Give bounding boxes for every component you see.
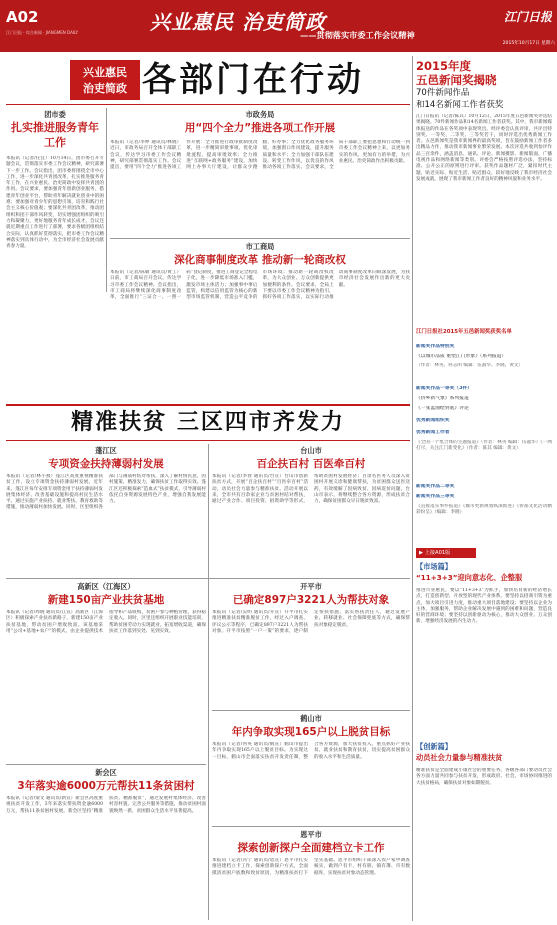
d-kicker: 鹤山市: [300, 714, 322, 723]
right-sub-title: “11+3+3”迎向意志化、企整服: [416, 573, 523, 582]
g-body: 本报讯（记者/冯宁 通讯员/恩宣）恩平市扎实推进建档立卡工作，探索创新探户方式，全面摸清贫困户底数和致贫原因，为精准扶贫打下坚实基础。恩平市组织干部深入农户家中调查核实，做到户有卡、村有册、镇有簿、市有数据库，实现扶贫对象动态管理。: [212, 858, 410, 876]
section2-rule-top: [6, 404, 410, 406]
d-body: 本报讯（记者/何英 通讯员/鹤宣）鹤山市提出年内争取实现165户以上脱贫目标。为实现这一目标，鹤山市全面落实扶贫开发责任制，整合各方资源，加大扶贫投入，重点抓好产业扶贫、就业扶贫和教育扶贫，切实提高贫困群众的收入水平和生活质量。: [212, 742, 410, 760]
award-item: 优秀新闻工作者: [416, 430, 450, 435]
col-divider-1: [106, 108, 107, 292]
section2-rule-bottom: [6, 440, 410, 441]
masthead-slogan: 兴业惠民 治吏简政: [150, 10, 326, 32]
page-number: A02: [6, 8, 39, 26]
right-sub2-kicker: 【创新篇】: [416, 742, 452, 751]
a-title: 专项资金扶持薄弱村发展: [48, 458, 164, 470]
paper-logo: 江门日报: [503, 10, 552, 24]
e-title: 新建150亩产业扶贫基地: [47, 594, 165, 606]
right-year: 2015年度: [416, 59, 472, 72]
g-title: 探索创新探户全面建档立卡工作: [237, 842, 385, 854]
award-item: 新闻奖作品特别奖: [416, 344, 455, 349]
mid-divider: [110, 238, 410, 239]
mid2-kicker: 市工商局: [245, 242, 275, 251]
s2-divider-h1: [6, 578, 410, 579]
award-item: 新闻奖作品三等奖: [416, 494, 455, 499]
left-body: 本报讯（记者/任宜）10月14日，团市委召开专题会议，贯彻落实市委工作会议精神，研究部署下一步工作。会议指出，团市委将围绕全市中心工作，进一步深化共青团改革，扎实推进服务青年工作，在兴业惠民、治吏简政中发挥共青团的作用。会议要求，要加强青年创新创业服务，搭建青年创业平台，帮助青年解决就业创业中的困难；要加强对青少年的思想引领，培育和践行社会主义核心价值观；要深化共青团改革，推动团组织和团干部作风转变，切实增强团组织的吸引力和凝聚力，更好地服务青年成长成才。会议还就近期重点工作进行了部署，要求各级团组织结合实际，认真抓好贯彻落实，把市委工作会议精神落实到具体行动中，为全市经济社会发展贡献青春力量。: [6, 156, 104, 250]
b-title: 百企扶百村 百医牵百村: [256, 458, 366, 470]
right-sub2-body: 精准扶贫是全面建成小康社会的重要任务。各级各部门要动员社会各方面力量共同参与扶贫开发，形成政府、社会、市场协同推进的大扶贫格局，确保扶贫对象如期脱贫。: [416, 768, 552, 786]
right-headline-1: 五邑新闻奖揭晓: [416, 73, 497, 86]
right-sub-kicker: 【市场篇】: [416, 562, 452, 571]
right-sub-body: 推进兴业惠民，要以“11+3+3”为抓手，加快培育新的经济增长点，打造创新型、开放型的现代产业体系。要坚持以招商引资为重点，加大项目引进力度，推动重大项目落地建设；要坚持以企业为主体，加强服务，帮助企业解决发展中遇到的困难和问题，营造良好的营商环境；要坚持以创新驱动为核心，推动大众创业、万众创新，增强经济发展的内生动力。: [416, 588, 552, 625]
masthead-subtitle: ——贯彻落实市委工作会议精神: [300, 30, 415, 40]
f-kicker: 新会区: [95, 768, 117, 777]
lead-title: 各部门在行动: [142, 60, 364, 100]
award-item: 新闻奖作品二等奖: [416, 484, 455, 489]
award-list: 新闻奖作品特别奖 《以城市品质 重塑江门形象》（系列报道） （作者：林英、何志明 编辑：伍淑华、李晓、黄文） 新闻奖作品一等奖（3件） 《侨乡新气象》系列报道 《一张蓝图绘到底》评论 优秀新闻组织奖 优秀新闻工作者 《全国一个集合体的主题报道》（作者：林英 编辑：伍淑华）《一网打尽，关注江门新变化》（作者：陈其 编辑：黄文） 新闻奖作品二等奖 新闻奖作品三等奖 《直接落实事件报道》《城市更新规划纵深推进》《侨都文化活动精彩纷呈》（编辑：李晓）: [416, 344, 552, 516]
notice-arrow-icon: ▶: [419, 550, 425, 556]
award-list-title: 江门日报社2015年五邑新闻奖获奖名单: [416, 329, 512, 335]
mid-kicker: 市政务局: [245, 110, 275, 119]
a-body: 本报讯（记者/林小燕）蓬江区高度重视精准扶贫工作，设立专项资金扶持薄弱村发展。近年来，蓬江区每年安排专项资金用于扶持薄弱村发展集体经济、改善基础设施和提高村民生活水平。通过实施产业扶持、就业帮扶、教育救助等措施，推动薄弱村加快发展。同时，区里组织各部门与薄弱村结对帮扶，深入了解村情民意，因村施策，精准发力，确保扶贫工作取得实效。蓬江区还积极探索“造血式”扶贫模式，引导薄弱村依托自身资源发展特色产业，增强自我发展能力。: [6, 474, 206, 511]
mid-title: 用“四个全力”推进各项工作开展: [184, 122, 336, 134]
right-headline-2: 70件新闻作品: [416, 88, 470, 98]
date-line: 2015年10月17日 星期六: [502, 41, 555, 46]
right-sub2-title: 动员社会力量参与精准扶贫: [416, 753, 503, 762]
b-kicker: 台山市: [300, 446, 322, 455]
a-kicker: 蓬江区: [95, 446, 117, 455]
c-body: 本报讯（记者/吴明 通讯员/开宣）开平市扎实推进精准扶贫精准脱贫工作，经过入户调查、评议公示等程序，已确定897户3221人为帮扶对象。开平市按照“一户一策”的要求，逐户制定帮扶措施，落实帮扶责任人，通过发展产业、转移就业、社会保障兜底等方式，确保帮扶对象稳定脱贫。: [212, 610, 410, 634]
award-item: 新闻奖作品一等奖（3件）: [416, 386, 473, 391]
e-body: 本报讯（记者/周晓 通讯员/江宣）高新区（江海区）积极探索产业扶贫新路子，新建150亩产业扶贫基地，带动贫困户增收致富。该基地采用“公司+基地+农户”的模式，由企业提供技术指导和产品收购，贫困户参与种植管理，获得稳定收入。同时，区里还组织开展职业技能培训，帮助贫困劳动力实现就业，拓宽增收渠道，确保扶贫工作落到实处、见到实效。: [6, 610, 206, 634]
left-title: 扎实推进服务青年工作: [11, 121, 99, 149]
right-headline-3: 和14名新闻工作者获奖: [416, 100, 504, 110]
g-kicker: 恩平市: [300, 830, 322, 839]
lead-rule: [6, 104, 410, 105]
s2-divider-h3: [6, 764, 206, 765]
f-body: 本报讯（记者/梁文 通讯员/新宣）新会区高度重视扶贫开发工作，3年来落实帮扶资金逾6000万元，帮扶11条贫困村发展。新会区坚持“精准扶贫、精准脱贫”，通过发展村集体经济、改善村容村貌、完善公共服务等措施，推动贫困村面貌焕然一新，贫困群众生活水平显著提高。: [6, 796, 206, 814]
masthead: [0, 0, 557, 52]
award-item: 《以城市品质 重塑江门形象》（系列报道）: [416, 354, 507, 359]
s2-divider-v: [208, 444, 209, 920]
right-body: 江门日报讯（记者/陈其）10月12日，2015年度五邑新闻奖评选结果揭晓。70件新闻作品和14名新闻工作者获奖。其中，我市新闻媒体报送的作品在各奖项中表现突出。经评委会认真评审，共评出特别奖、一等奖、二等奖、三等奖若干，同时评选出优秀新闻工作者。五邑新闻奖是我市新闻界的最高奖项，旨在鼓励新闻工作者多出精品力作，推动我市新闻事业繁荣发展。本次评选共收到参评作品三百余件，涵盖消息、通讯、评论、新闻摄影、新闻版面、广播电视作品和网络新闻等类别。评委会严格按照评选办法，坚持标准、公开公正的原则进行评审。获奖作品题材广泛，紧扣时代主题，贴近实际、贴近生活、贴近群众，较好地反映了我市经济社会发展成就，展现了我市新闻工作者良好的精神风貌和业务水平。: [416, 114, 552, 182]
c-title: 已确定897户3221人为帮扶对象: [232, 594, 390, 606]
section2-headline: 精准扶贫 三区四市齐发力: [71, 410, 345, 435]
mid-body: 本报讯（记者/李婷 通讯员/林晓）近日，市政务局召开全体干部职工会议，传达学习市委工作会议精神，研究部署贯彻落实工作。会议提出，要用“四个全力”推进各项工作开展：全力推进行政审批制度改革，进一步精简审批事项、优化审批流程，提高审批效率；全力推进“互联网+政务服务”建设，加快网上办事大厅建设，让群众少跑腿、好办事；全力优化政务服务环境，加强窗口作风建设，提升服务质量和水平；全力加强干部队伍建设，转变工作作风，以优良的作风推动各项工作落实。会议要求，全局干部职工要把思想和行动统一到市委工作会议精神上来，以更加务实的作风、更加有力的举措，为兴业惠民、治吏简政作出积极贡献。: [110, 140, 410, 171]
award-item: 优秀新闻组织奖: [416, 418, 450, 423]
award-item: 《侨乡新气象》系列报道: [416, 396, 469, 401]
mid2-title: 深化商事制度改革 推动新一轮商改权: [174, 254, 346, 266]
e-kicker: 高新区（江海区）: [77, 582, 135, 591]
c-kicker: 开平市: [300, 582, 322, 591]
notice-tag: ▶ 上接A01版: [416, 548, 476, 558]
right-col-divider: [412, 56, 413, 921]
s2-divider-h4: [212, 826, 410, 827]
f-title: 3年落实逾6000万元帮扶11条贫困村: [17, 780, 195, 792]
d-title: 年内争取实现165户以上脱贫目标: [231, 726, 391, 738]
left-kicker: 团市委: [44, 110, 66, 119]
masthead-decor: 江门日报 · 综合新闻 · JIANGMEN DAILY: [6, 30, 79, 35]
b-body: 本报讯（记者/李春 通讯员/台宣）台山市创新扶贫方式，开展“百企扶百村”“百医牵百村”活动，动员社会力量参与精准扶贫。活动开展以来，全市共有百余家企业与贫困村结对帮扶，通过产业合作、项目投资、捐资助学等形式，帮助贫困村发展经济；百余名医务人员深入贫困村开展义诊和健康帮扶，为贫困群众送医送药，有效缓解了因病致贫、因病返贫问题。台山市表示，将继续整合各方资源，形成扶贫合力，确保贫困群众早日脱贫致富。: [212, 474, 410, 505]
award-item: 《一张蓝图绘到底》评论: [416, 406, 469, 411]
lead-badge: 兴业惠民 治吏简政: [70, 60, 140, 100]
mid2-body: 本报讯（记者/陈敏 通讯员/黄工）日前，市工商局召开会议，传达学习市委工作会议精神。会议指出，市工商局将继续深化商事制度改革，全面推行“三证合一、一照一码”登记制度，推进工商登记全程电子化，进一步降低市场准入门槛，激发市场主体活力；加强事中事后监管，构建以信用监管为核心的新型市场监管机制，营造公平竞争的市场环境；推动新一轮商改权改革，为大众创业、万众创新提供更加便利的条件。会议要求，全局上下要以市委工作会议精神为指引，抓好各项工作落实，以实际行动推动商事制度改革向纵深发展，为我市经济社会发展作出新的更大贡献。: [110, 270, 410, 301]
s2-divider-h2: [212, 710, 410, 711]
